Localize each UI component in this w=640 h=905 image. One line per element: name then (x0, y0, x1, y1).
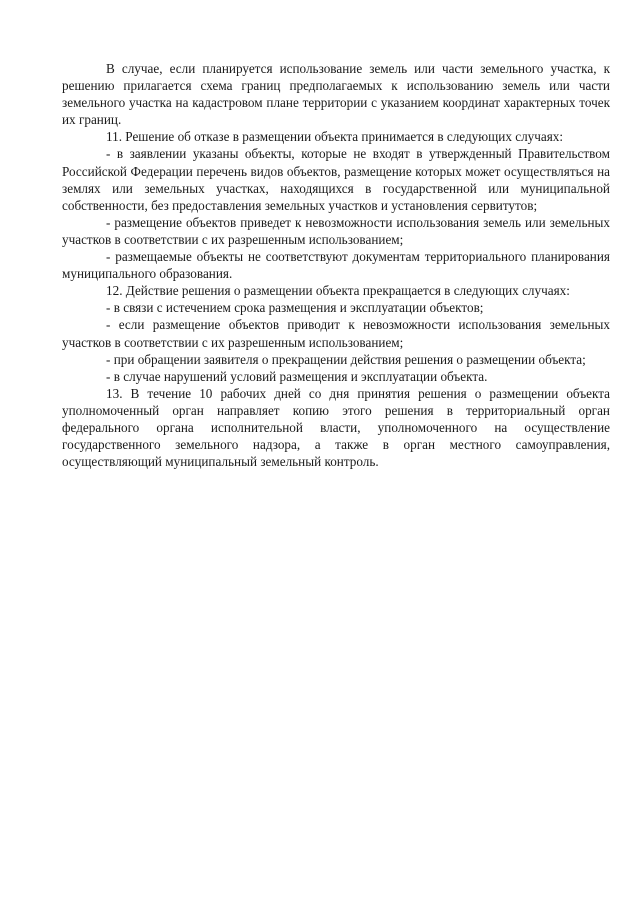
paragraph-12-item-term-expiry: - в связи с истечением срока размещения и эксплуатации объектов; (106, 300, 484, 316)
paragraph-11-item-objects-not-listed: - в заявлении указаны объекты, которые не входят в утвержденный Правительством Российской Федерации перечень видов объектов, размещение которых может осуществляться на землях или земельных участках, находящихся в государственной или муниципальной собственности, без предоставления земельных участков и установления сервитутов; (62, 146, 610, 213)
paragraph-12-termination-heading: 12. Действие решения о размещении объекта прекращается в следующих случаях: (106, 283, 570, 299)
paragraph-11-refusal-heading: 11. Решение об отказе в размещении объекта принимается в следующих случаях: (106, 129, 564, 145)
paragraph-12-item-impossible-use: - если размещение объектов приводит к невозможности использования земельных участков в соответствии с их разрешенным использованием; (62, 317, 610, 350)
paragraph-site-plan: В случае, если планируется использование земель или части земельного участка, к решению прилагается схема границ предполагаемых к использованию земель или части земельного участка на кадастровом плане территории с указанием координат характерных точек их границ. (62, 61, 610, 128)
paragraph-12-item-applicant-request: - при обращении заявителя о прекращении действия решения о размещении объекта; (106, 351, 586, 367)
document-body (62, 60, 610, 470)
paragraph-11-item-impossible-use: - размещение объектов приведет к невозможности использования земель или земельных участков в соответствии с их разрешенным использованием; (62, 214, 610, 247)
paragraph-12-item-violations: - в случае нарушений условий размещения и эксплуатации объекта. (106, 368, 488, 384)
paragraph-11-item-planning-mismatch: - размещаемые объекты не соответствуют документам территориального планирования муниципального образования. (62, 249, 610, 282)
paragraph-13-notification: 13. В течение 10 рабочих дней со дня принятия решения о размещении объекта уполномоченный орган направляет копию этого решения в территориальный орган федерального органа исполнительной власти, уполномоченного на осуществление государственного земельного надзора, а также в орган местного самоуправления, осуществляющий муниципальный земельный контроль. (62, 385, 610, 470)
